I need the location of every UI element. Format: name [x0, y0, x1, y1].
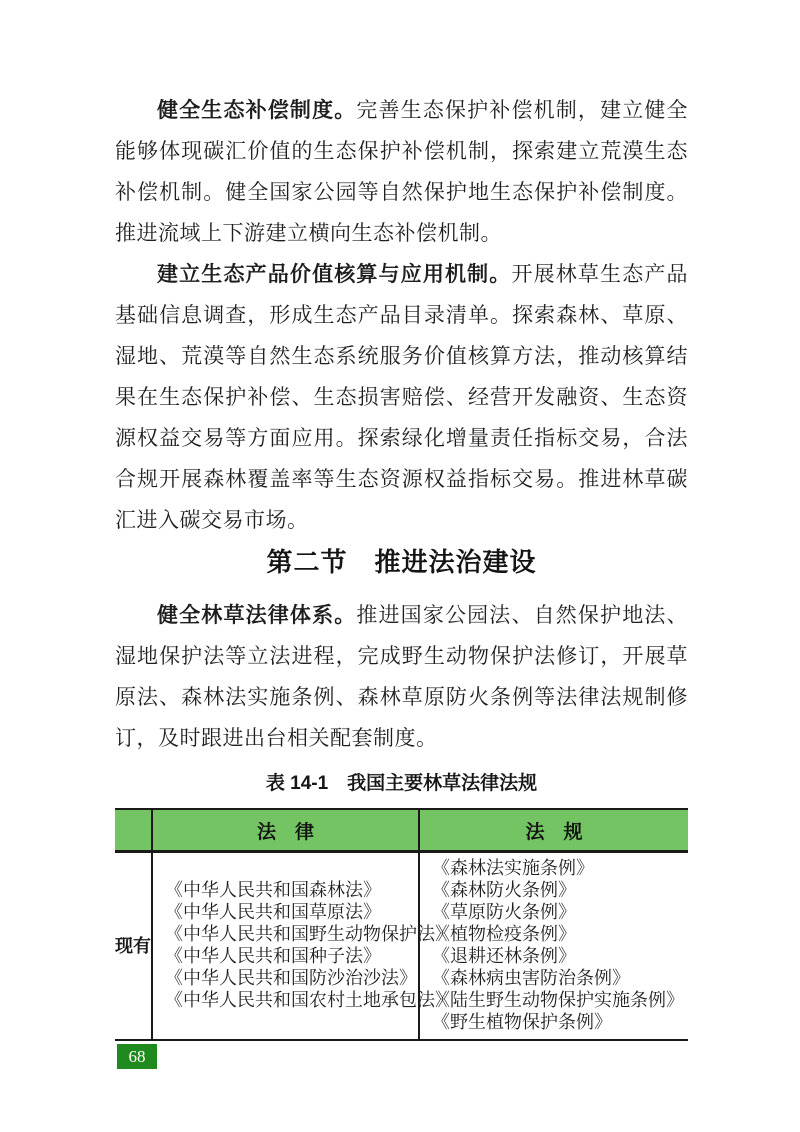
row-label-existing: 现有	[115, 852, 152, 1041]
table-caption: 表 14-1 我国主要林草法律法规	[265, 773, 538, 794]
regulation-item: 《野生植物保护条例》	[432, 1012, 612, 1032]
law-item: 《中华人民共和国野生动物保护法》	[165, 924, 453, 944]
table-row-existing	[115, 852, 688, 1041]
regulation-item: 《森林病虫害防治条例》	[432, 968, 630, 988]
section-heading: 第二节 推进法治建设	[266, 547, 537, 577]
header-cell-empty	[115, 809, 152, 852]
laws-list	[152, 852, 453, 1041]
header-cell-regulations: 法 规	[419, 809, 688, 852]
paragraph-text: 开展林草生态产品基础信息调查，形成生态产品目录清单。探索森林、草原、湿地、荒漠等自然生态系统服务价值核算方法，推动核算结果在生态保护补偿、生态损害赔偿、经营开发融资、生态资源权益交易等方面应用。探索绿化增量责任指标交易，合法合规开展森林覆盖率等生态资源权益指标交易。推进林草碳汇进入碳交易市场。	[115, 262, 689, 532]
regulation-item: 《草原防火条例》	[432, 902, 576, 922]
law-item: 《中华人民共和国森林法》	[165, 880, 381, 900]
law-item: 《中华人民共和国种子法》	[165, 946, 381, 966]
paragraph-eco-product-value	[115, 254, 688, 541]
table-header	[115, 809, 688, 852]
law-item: 《中华人民共和国草原法》	[165, 902, 381, 922]
regulations-list	[419, 852, 688, 1041]
table-body	[115, 852, 688, 1041]
paragraph-lead: 健全林草法律体系。	[157, 603, 357, 627]
regulation-item: 《退耕还林条例》	[432, 946, 576, 966]
paragraph-eco-compensation	[115, 90, 688, 254]
paragraph-text: 推进国家公园法、自然保护地法、湿地保护法等立法进程，完成野生动物保护法修订，开展草原法、森林法实施条例、森林草原防火条例等法律法规制修订，及时跟进出台相关配套制度。	[115, 603, 689, 750]
laws-regulations-table	[115, 808, 688, 1041]
paragraph-lead: 建立生态产品价值核算与应用机制。	[157, 262, 512, 286]
regulation-item: 《陆生野生动物保护实施条例》	[432, 990, 684, 1010]
law-item: 《中华人民共和国防沙治沙法》	[165, 968, 417, 988]
paragraph-lead: 健全生态补偿制度。	[157, 98, 357, 122]
paragraph-legal-system	[115, 595, 688, 759]
regulation-item: 《森林防火条例》	[432, 880, 576, 900]
regulation-item: 《森林法实施条例》	[432, 858, 594, 878]
page-content	[115, 0, 688, 1041]
regulation-item: 《植物检疫条例》	[432, 924, 576, 944]
header-cell-laws: 法 律	[152, 809, 419, 852]
paragraph-text: 完善生态保护补偿机制，建立健全能够体现碳汇价值的生态保护补偿机制，探索建立荒漠生态补偿机制。健全国家公园等自然保护地生态保护补偿制度。推进流域上下游建立横向生态补偿机制。	[115, 98, 689, 245]
law-item: 《中华人民共和国农村土地承包法》	[165, 990, 453, 1010]
page-number-badge: 68	[117, 1044, 157, 1069]
